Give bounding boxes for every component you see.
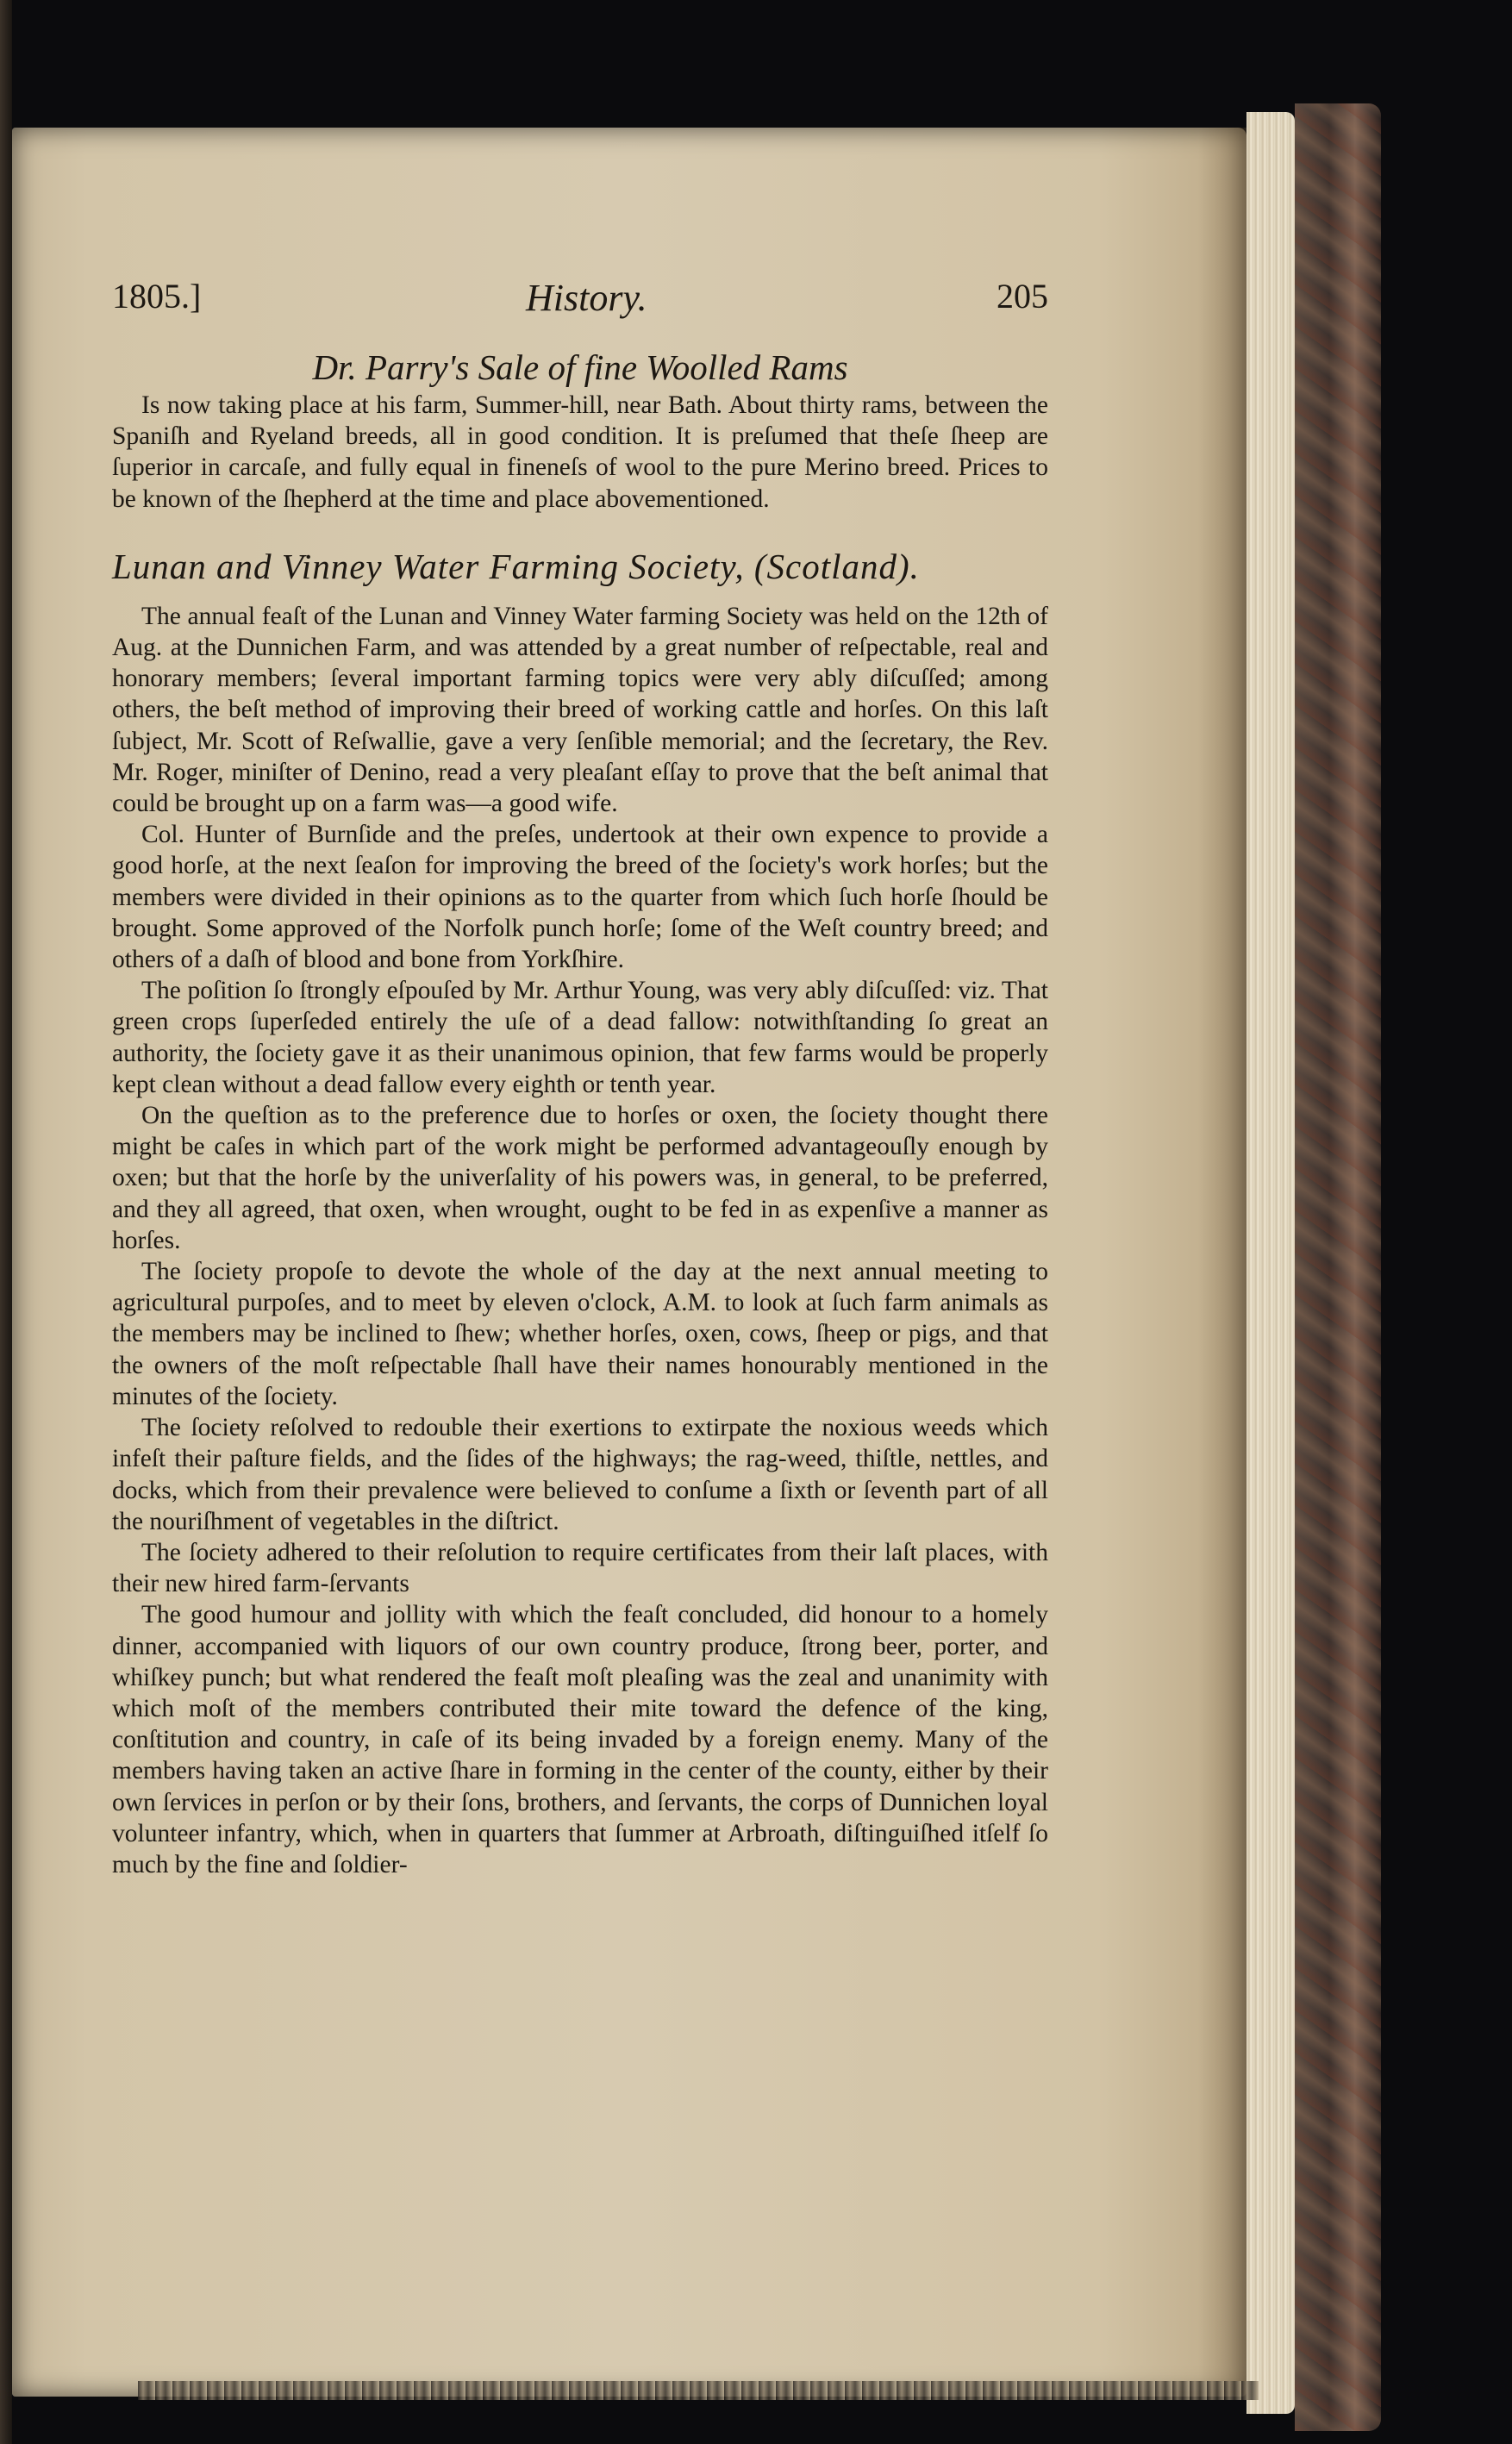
article-heading-society: Lunan and Vinney Water Farming Society, (Scotland). <box>112 546 920 586</box>
article-paragraph: On the queſtion as to the preference due to horſes or oxen, the ſociety thought there might be caſes in which part of the work might be performed advantageouſly enough by oxen; but that the horſe by the univerſality of his powers was, in general, to be preferred, and they all agreed, that oxen, when wrought, ought to be fed in as expenſive a manner as horſes. <box>112 1102 1048 1254</box>
article-paragraph: The good humour and jollity with which the feaſt concluded, did honour to a homely dinner, accompanied with liquors of our own country produce, ſtrong beer, porter, and whiſkey punch; but what rendered the feaſt moſt pleaſing was the zeal and unanimity with which moſt of the members contributed their mite toward the defence of the king, conſtitution and country, in caſe of its being invaded by a foreign enemy. Many of the members having taken an active ſhare in forming in the center of the county, either by their own ſervices in perſon or by their ſons, brothers, and ſervants, the corps of Dunnichen loyal volunteer infantry, which, when in quarters that ſummer at Arbroath, diſtinguiſhed itſelf ſo much by the fine and ſoldier- <box>112 1601 1048 1878</box>
article-paragraph: Col. Hunter of Burnſide and the preſes, undertook at their own expence to provide a good horſe, at the next ſeaſon for improving the breed of the ſociety's work horſes; but the members were divided in their opinions as to the quarter from which ſuch horſe ſhould be brought. Some approved of the Norfolk punch horſe; ſome of the Weſt country breed; and others of a daſh of blood and bone from Yorkſhire. <box>112 821 1048 974</box>
page-text <box>112 276 1048 1880</box>
book-left-edge <box>0 0 12 2444</box>
article-paragraph: The poſition ſo ſtrongly eſpouſed by Mr. Arthur Young, was very ably diſcuſſed: viz. That green crops ſuperſeded entirely the uſe of a dead fallow: notwithſtanding ſo great an authority, the ſociety gave it as their unanimous opinion, that few farms would be properly kept clean without a dead fallow every eighth or tenth year. <box>112 977 1048 1098</box>
book-bottom-edge <box>138 2381 1259 2400</box>
running-head-title: History. <box>526 277 647 319</box>
page-gutter-shadow <box>1198 128 1246 2397</box>
article-paragraph: The ſociety propoſe to devote the whole of the day at the next annual meeting to agricultural purpoſes, and to meet by eleven o'clock, A.M. to look at ſuch farm animals as the members may be inclined to ſhew; whether horſes, oxen, cows, ſheep or pigs, and that the owners of the moſt reſpectable ſhall have their names honourably mentioned in the minutes of the ſociety. <box>112 1258 1048 1410</box>
book-marbled-cover <box>1295 103 1381 2431</box>
article-paragraph: The ſociety adhered to their reſolution to require certificates from their laſt places, with their new hired farm-ſervants <box>112 1538 1048 1598</box>
running-head-year: 1805.] <box>112 277 202 316</box>
article-heading-rams: Dr. Parry's Sale of fine Woolled Rams <box>312 347 848 387</box>
book-fore-edge <box>1246 112 1295 2414</box>
article-paragraph: The ſociety reſolved to redouble their exertions to extirpate the noxious weeds which infeſt their paſture fields, and the ſides of the highways; the rag-weed, thiſtle, nettles, and docks, which from their prevalence were believed to conſume a ſixth or ſeventh part of all the nouriſhment of vegetables in the diſtrict. <box>112 1414 1048 1535</box>
article-paragraph: The annual feaſt of the Lunan and Vinney Water farming Society was held on the 12th of Aug. at the Dunnichen Farm, and was attended by a great number of reſpectable, real and honorary members; ſeveral important farming topics were very ably diſcuſſed; among others, the beſt method of improving their breed of working cattle and horſes. On this laſt ſubject, Mr. Scott of Reſwallie, gave a very ſenſible memorial; and the ſecretary, the Rev. Mr. Roger, miniſter of Denino, read a very pleaſant eſſay to prove that the beſt animal that could be brought up on a farm was—a good wife. <box>112 602 1048 818</box>
running-head <box>112 276 1048 331</box>
page-number: 205 <box>997 277 1048 316</box>
article-paragraph: Is now taking place at his farm, Summer-hill, near Bath. About thirty rams, between the Spaniſh and Ryeland breeds, all in good condition. It is preſumed that theſe ſheep are ſuperior in carcaſe, and fully equal in fineneſs of wool to the pure Merino breed. Prices to be known of the ſhepherd at the time and place abovementioned. <box>112 391 1048 513</box>
